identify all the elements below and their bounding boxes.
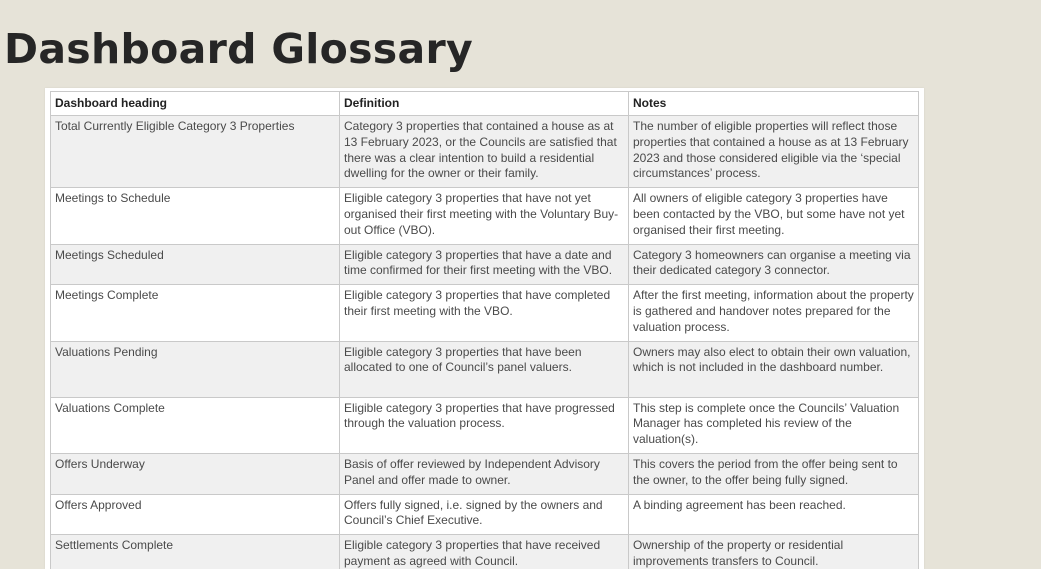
cell-definition: Eligible category 3 properties that have progressed through the valuation process.: [340, 397, 629, 453]
table-row: [51, 453, 919, 494]
column-header-definition: Definition: [340, 92, 629, 116]
cell-notes: Ownership of the property or residential improvements transfers to Council.: [629, 535, 919, 569]
cell-heading: Offers Underway: [51, 453, 340, 494]
table-row: [51, 494, 919, 535]
page-title: Dashboard Glossary: [4, 25, 474, 73]
cell-heading: Settlements Complete: [51, 535, 340, 569]
cell-heading: Valuations Pending: [51, 341, 340, 397]
table-row: [51, 285, 919, 341]
cell-heading: Meetings to Schedule: [51, 188, 340, 244]
cell-definition: Eligible category 3 properties that have completed their first meeting with the VBO.: [340, 285, 629, 341]
cell-definition: Eligible category 3 properties that have been allocated to one of Council’s panel valuers.: [340, 341, 629, 397]
table-row: [51, 188, 919, 244]
cell-heading: Offers Approved: [51, 494, 340, 535]
table-row: [51, 397, 919, 453]
cell-definition: Basis of offer reviewed by Independent Advisory Panel and offer made to owner.: [340, 453, 629, 494]
table-row: [51, 116, 919, 188]
cell-notes: The number of eligible properties will reflect those properties that contained a house as at 13 February 2023 and those considered eligible via the ‘special circumstances’ process.: [629, 116, 919, 188]
cell-heading: Meetings Complete: [51, 285, 340, 341]
table-row: [51, 244, 919, 285]
column-header-notes: Notes: [629, 92, 919, 116]
column-header-dashboard-heading: Dashboard heading: [51, 92, 340, 116]
table-row: [51, 535, 919, 569]
cell-definition: Eligible category 3 properties that have received payment as agreed with Council.: [340, 535, 629, 569]
cell-heading: Meetings Scheduled: [51, 244, 340, 285]
table-row: [51, 341, 919, 397]
table-header-row: [51, 92, 919, 116]
cell-heading: Total Currently Eligible Category 3 Properties: [51, 116, 340, 188]
cell-definition: Category 3 properties that contained a house as at 13 February 2023, or the Councils are satisfied that there was a clear intention to build a residential dwelling for the owner or their family.: [340, 116, 629, 188]
cell-notes: This covers the period from the offer being sent to the owner, to the offer being fully signed.: [629, 453, 919, 494]
cell-notes: All owners of eligible category 3 properties have been contacted by the VBO, but some have not yet organised their first meeting.: [629, 188, 919, 244]
cell-notes: After the first meeting, information about the property is gathered and handover notes prepared for the valuation process.: [629, 285, 919, 341]
glossary-table: [50, 91, 919, 569]
cell-notes: Owners may also elect to obtain their own valuation, which is not included in the dashboard number.: [629, 341, 919, 397]
cell-definition: Eligible category 3 properties that have not yet organised their first meeting with the Voluntary Buy-out Office (VBO).: [340, 188, 629, 244]
cell-definition: Eligible category 3 properties that have a date and time confirmed for their first meeting with the VBO.: [340, 244, 629, 285]
cell-definition: Offers fully signed, i.e. signed by the owners and Council’s Chief Executive.: [340, 494, 629, 535]
glossary-panel: [45, 88, 924, 569]
cell-notes: Category 3 homeowners can organise a meeting via their dedicated category 3 connector.: [629, 244, 919, 285]
cell-notes: This step is complete once the Councils’ Valuation Manager has completed his review of the valuation(s).: [629, 397, 919, 453]
cell-heading: Valuations Complete: [51, 397, 340, 453]
cell-notes: A binding agreement has been reached.: [629, 494, 919, 535]
